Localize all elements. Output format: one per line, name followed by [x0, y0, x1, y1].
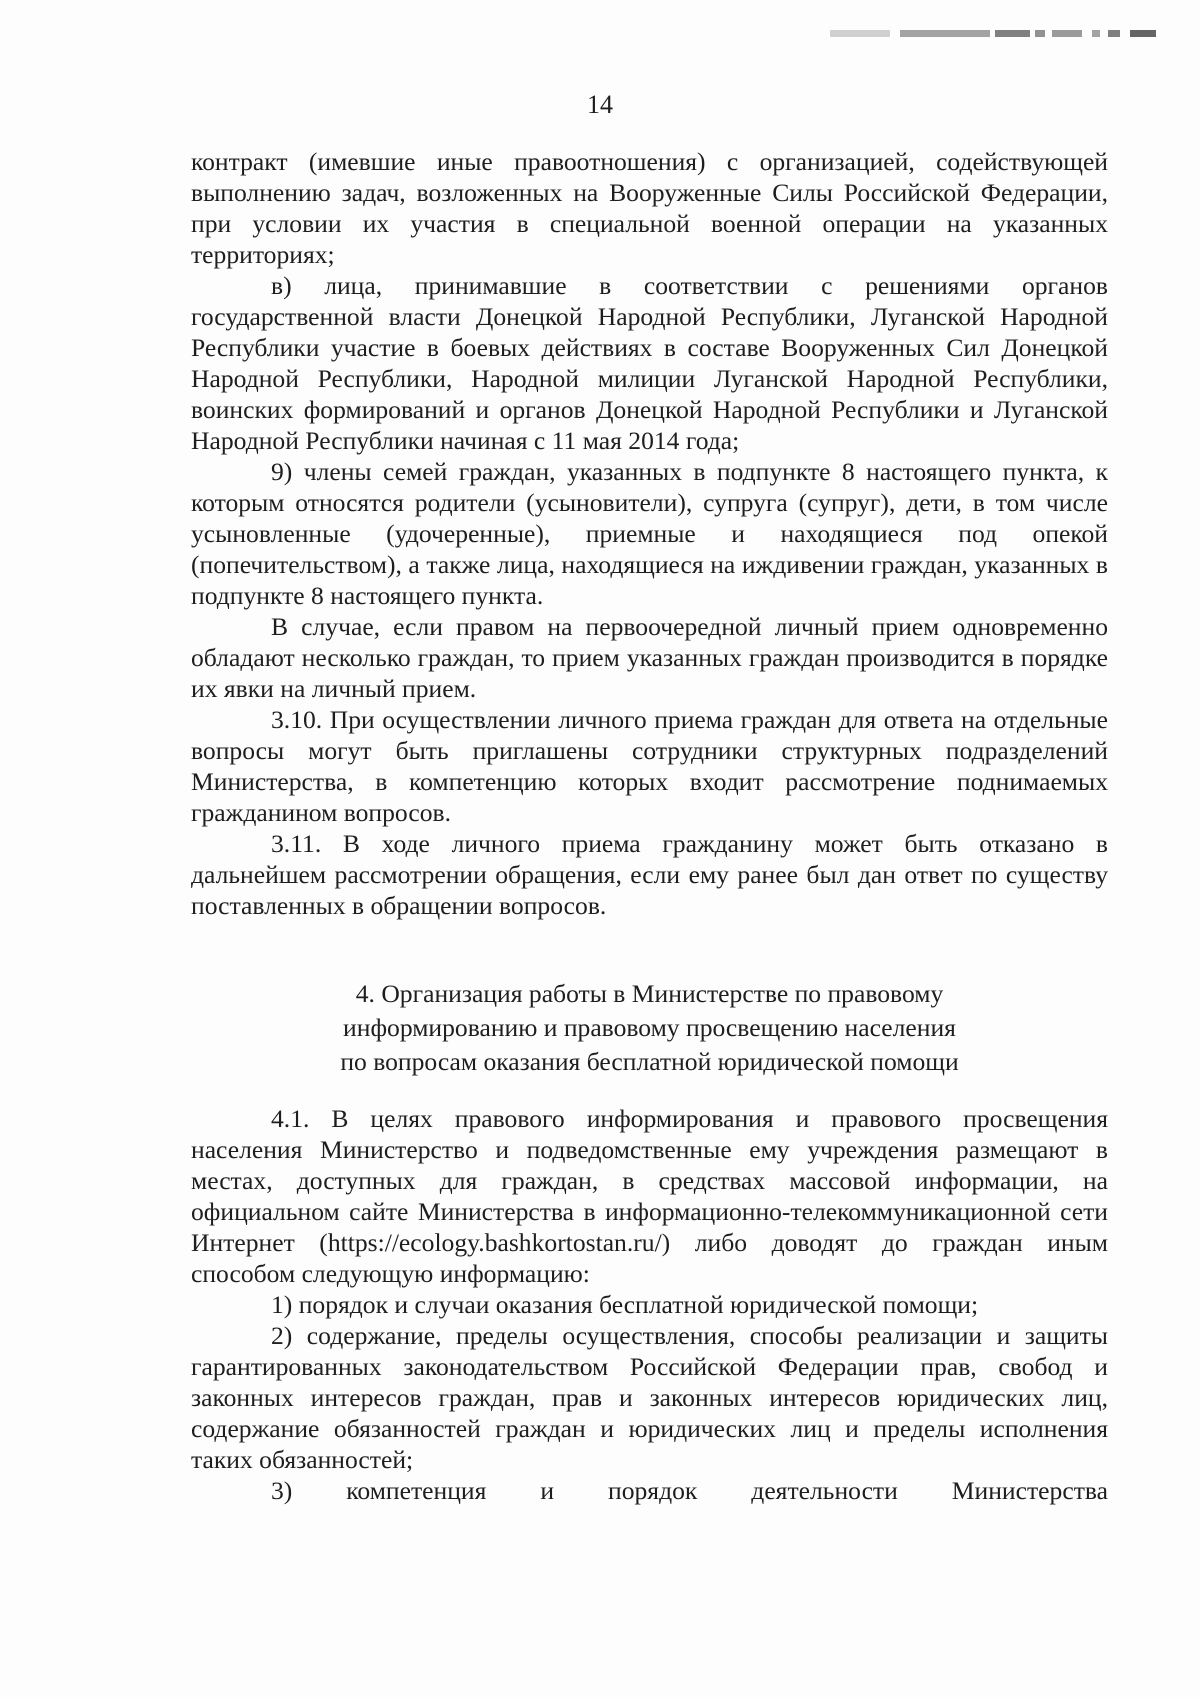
- body-text-block-2: [191, 1103, 1108, 1506]
- paragraph: 9) члены семей граждан, указанных в подпункте 8 настоящего пункта, к которым относятся родители (усыновители), супруга (супруг), дети, в том числе усыновленные (удочеренные), приемные и находящиеся под опекой (попечительством), а также лица, находящиеся на иждивении граждан, указанных в подпункте 8 настоящего пункта.: [191, 457, 1108, 610]
- paragraph: 3.11. В ходе личного приема гражданину может быть отказано в дальнейшем рассмотрении обращения, если ему ранее был дан ответ по существу поставленных в обращении вопросов.: [191, 829, 1108, 920]
- scan-edge-artifact: [830, 30, 1160, 40]
- paragraph: 2) содержание, пределы осуществления, способы реализации и защиты гарантированных законодательством Российской Федерации прав, свобод и законных интересов граждан, прав и законных интересов юридических лиц, содержание обязанностей граждан и юридических лиц и пределы исполнения таких обязанностей;: [191, 1321, 1108, 1474]
- paragraph: контракт (имевшие иные правоотношения) с организацией, содействующей выполнению задач, возложенных на Вооруженные Силы Российской Федерации, при условии их участия в специальной военной операции на указанных территориях;: [191, 147, 1108, 269]
- paragraph: 4.1. В целях правового информирования и правового просвещения населения Министерство и подведомственные ему учреждения размещают в местах, доступных для граждан, в средствах массовой информации, на официальном сайте Министерства в информационно-телекоммуникационной сети Интернет (https://ecology.bashkortostan.ru/) либо доводят до граждан иным способом следующую информацию:: [191, 1104, 1108, 1288]
- paragraph: 1) порядок и случаи оказания бесплатной юридической помощи;: [271, 1290, 979, 1319]
- section-heading: [191, 977, 1108, 1079]
- section-heading-line-1: 4. Организация работы в Министерстве по правовому: [355, 979, 944, 1008]
- body-text-block-1: [191, 146, 1108, 921]
- paragraph: 3) компетенция и порядок деятельности Министерства: [271, 1476, 1108, 1505]
- section-heading-line-3: по вопросам оказания бесплатной юридической помощи: [340, 1047, 959, 1076]
- paragraph: 3.10. При осуществлении личного приема граждан для ответа на отдельные вопросы могут быть приглашены сотрудники структурных подразделений Министерства, в компетенцию которых входит рассмотрение поднимаемых гражданином вопросов.: [191, 705, 1108, 827]
- paragraph: В случае, если правом на первоочередной личный прием одновременно обладают несколько граждан, то прием указанных граждан производится в порядке их явки на личный прием.: [191, 612, 1108, 703]
- section-heading-line-2: информированию и правовому просвещению населения: [343, 1013, 956, 1042]
- page-number: 14: [587, 90, 613, 119]
- paragraph: в) лица, принимавшие в соответствии с решениями органов государственной власти Донецкой Народной Республики, Луганской Народной Республики участие в боевых действиях в составе Вооруженных Сил Донецкой Народной Республики, Народной милиции Луганской Народной Республики, воинских формирований и органов Донецкой Народной Республики и Луганской Народной Республики начиная с 11 мая 2014 года;: [191, 271, 1108, 455]
